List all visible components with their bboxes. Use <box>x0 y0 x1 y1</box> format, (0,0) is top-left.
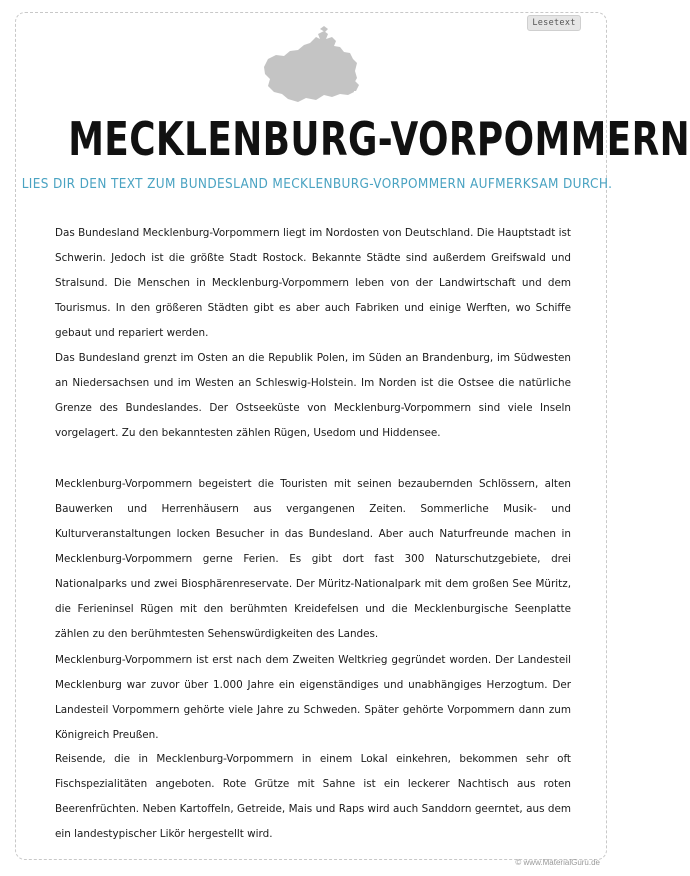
copyright-footer: © www.MaterialGuru.de <box>515 858 600 867</box>
paragraph-5: Reisende, die in Mecklenburg-Vorpommern in einem Lokal einkehren, bekommen sehr oft Fischspezialitäten angeboten. Rote Grütze mit Sahne ist ein leckerer Nachtisch aus roten Beerenfrüchten. Neben Kartoffeln, Getreide, Mais und Raps wird auch Sanddorn geerntet, aus dem ein landestypischer Likör hergestellt wird. <box>55 753 571 840</box>
page-subtitle: LIES DIR DEN TEXT ZUM BUNDESLAND MECKLENBURG-VORPOMMERN AUFMERKSAM DURCH. <box>21 177 613 192</box>
paragraph-1: Das Bundesland Mecklenburg-Vorpommern liegt im Nordosten von Deutschland. Die Hauptstadt ist Schwerin. Jedoch ist die größte Stadt Rostock. Bekannte Städte sind außerdem Greifswald und Stralsund. Die Menschen in Mecklenburg-Vorpommern leben von der Landwirtschaft und dem Tourismus. In den größeren Städten gibt es aber auch Fabriken und einige Werften, wo Schiffe gebaut und repariert werden. <box>55 227 571 339</box>
paragraph-4: Mecklenburg-Vorpommern ist erst nach dem Zweiten Weltkrieg gegründet worden. Der Landesteil Mecklenburg war zuvor über 1.000 Jahre ein eigenständiges und unabhängiges Herzogtum. Der Landesteil Vorpommern gehörte viele Jahre zu Schweden. Später gehörte Vorpommern dann zum Königreich Preußen. <box>55 654 571 741</box>
state-map-silhouette-icon <box>258 25 362 107</box>
page-title: MECKLENBURG-VORPOMMERN <box>68 112 690 166</box>
paragraph-2: Das Bundesland grenzt im Osten an die Republik Polen, im Süden an Brandenburg, im Südwesten an Niedersachsen und im Westen an Schleswig-Holstein. Im Norden ist die Ostsee die natürliche Grenze des Bundeslandes. Der Ostseeküste von Mecklenburg-Vorpommern sind viele Inseln vorgelagert. Zu den bekanntesten zählen Rügen, Usedom und Hiddensee. <box>55 352 571 439</box>
reading-text-badge: Lesetext <box>527 15 581 31</box>
paragraph-3: Mecklenburg-Vorpommern begeistert die Touristen mit seinen bezaubernden Schlössern, alten Bauwerken und Herrenhäusern aus vergangenen Zeiten. Sommerliche Musik- und Kulturveranstaltungen locken Besucher in das Bundesland. Aber auch Naturfreunde machen in Mecklenburg-Vorpommern gerne Ferien. Es gibt dort fast 300 Naturschutzgebiete, drei Nationalparks und zwei Biosphärenreservate. Der Müritz-Nationalpark mit dem großen See Müritz, die Ferieninsel Rügen mit den berühmten Kreidefelsen und die Mecklenburgische Seenplatte zählen zu den berühmtesten Sehenswürdigkeiten des Landes. <box>55 478 571 640</box>
